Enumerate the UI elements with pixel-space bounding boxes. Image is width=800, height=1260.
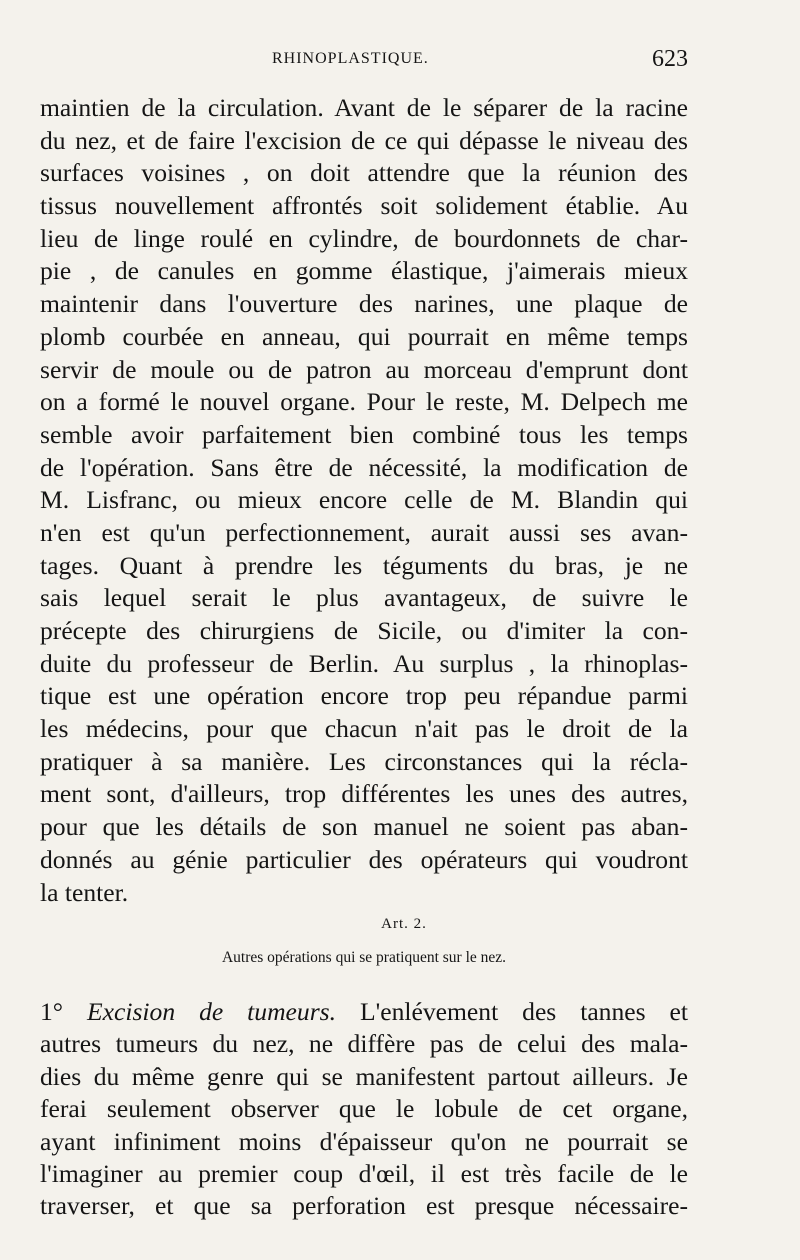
paragraph-line: pratiquer à sa manière. Les circonstances qui la récla- xyxy=(40,746,688,776)
paragraph-line: on a formé le nouvel organe. Pour le reste, M. Delpech me xyxy=(40,387,688,417)
paragraph-line: n'en est qu'un perfectionnement, aurait aussi ses avan- xyxy=(40,517,688,547)
paragraph-line: semble avoir parfaitement bien combiné tous les temps xyxy=(40,419,688,449)
paragraph-line: M. Lisfranc, ou mieux encore celle de M. Blandin qui xyxy=(40,485,688,515)
paragraph-line: du nez, et de faire l'excision de ce qui dépasse le niveau des xyxy=(40,125,688,155)
paragraph-line: traverser, et que sa perforation est presque nécessaire- xyxy=(40,1191,688,1221)
paragraph-line: de l'opération. Sans être de nécessité, la modification de xyxy=(40,452,688,482)
paragraph-line: tissus nouvellement affrontés soit solidement établie. Au xyxy=(40,191,688,221)
running-title: RHINOPLASTIQUE. xyxy=(272,50,429,67)
section-title: Autres opérations qui se pratiquent sur le nez. xyxy=(221,949,507,966)
paragraph-line: maintenir dans l'ouverture des narines, une plaque de xyxy=(40,289,688,319)
paragraph-line: ayant infiniment moins d'épaisseur qu'on ne pourrait se xyxy=(40,1126,688,1156)
paragraph-line: donnés au génie particulier des opérateurs qui voudront xyxy=(40,844,688,874)
paragraph-line: maintien de la circulation. Avant de le séparer de la racine xyxy=(40,93,688,122)
page-number: 623 xyxy=(652,46,688,72)
section-heading xyxy=(40,916,688,967)
paragraph-line: autres tumeurs du nez, ne diffère pas de celui des mala- xyxy=(40,1029,688,1059)
paragraph-line: ferai seulement observer que le lobule de cet organe, xyxy=(40,1094,688,1124)
paragraph-line: l'imaginer au premier coup d'œil, il est très facile de le xyxy=(40,1158,688,1188)
paragraph-line: sais lequel serait le plus avantageux, de suivre le xyxy=(40,583,688,613)
paragraph-line: la tenter. xyxy=(40,877,129,907)
page-header xyxy=(40,46,688,76)
paragraph-line: pie , de canules en gomme élastique, j'aimerais mieux xyxy=(40,256,688,286)
paragraph-line: lieu de linge roulé en cylindre, de bourdonnets de char- xyxy=(40,223,688,253)
item-first-line: L'enlévement des tannes et xyxy=(360,997,689,1026)
paragraph-line: tique est une opération encore trop peu répandue parmi xyxy=(40,681,688,711)
paragraph-line: pour que les détails de son manuel ne soient pas aban- xyxy=(40,812,688,842)
paragraph-line xyxy=(40,996,688,1028)
item-heading: Excision de tumeurs. xyxy=(87,997,337,1026)
paragraph-line: duite du professeur de Berlin. Au surplus , la rhinoplas- xyxy=(40,648,688,678)
paragraph-line: dies du même genre qui se manifestent partout ailleurs. Je xyxy=(40,1061,688,1091)
paragraph-line: les médecins, pour que chacun n'ait pas le droit de la xyxy=(40,714,688,744)
paragraph-line: ment sont, d'ailleurs, trop différentes les unes des autres, xyxy=(40,779,688,809)
paragraph-line: surfaces voisines , on doit attendre que la réunion des xyxy=(40,158,688,188)
paragraph-line: servir de moule ou de patron au morceau d'emprunt dont xyxy=(40,354,688,384)
article-label: Art. 2. xyxy=(381,916,427,932)
paragraph-excision xyxy=(40,996,688,1223)
item-number: 1° xyxy=(40,997,64,1026)
paragraph-continuation xyxy=(40,92,688,909)
paragraph-line: précepte des chirurgiens de Sicile, ou d'imiter la con- xyxy=(40,616,688,645)
paragraph-line: tages. Quant à prendre les téguments du bras, je ne xyxy=(40,550,688,580)
paragraph-line: plomb courbée en anneau, qui pourrait en même temps xyxy=(40,321,688,351)
